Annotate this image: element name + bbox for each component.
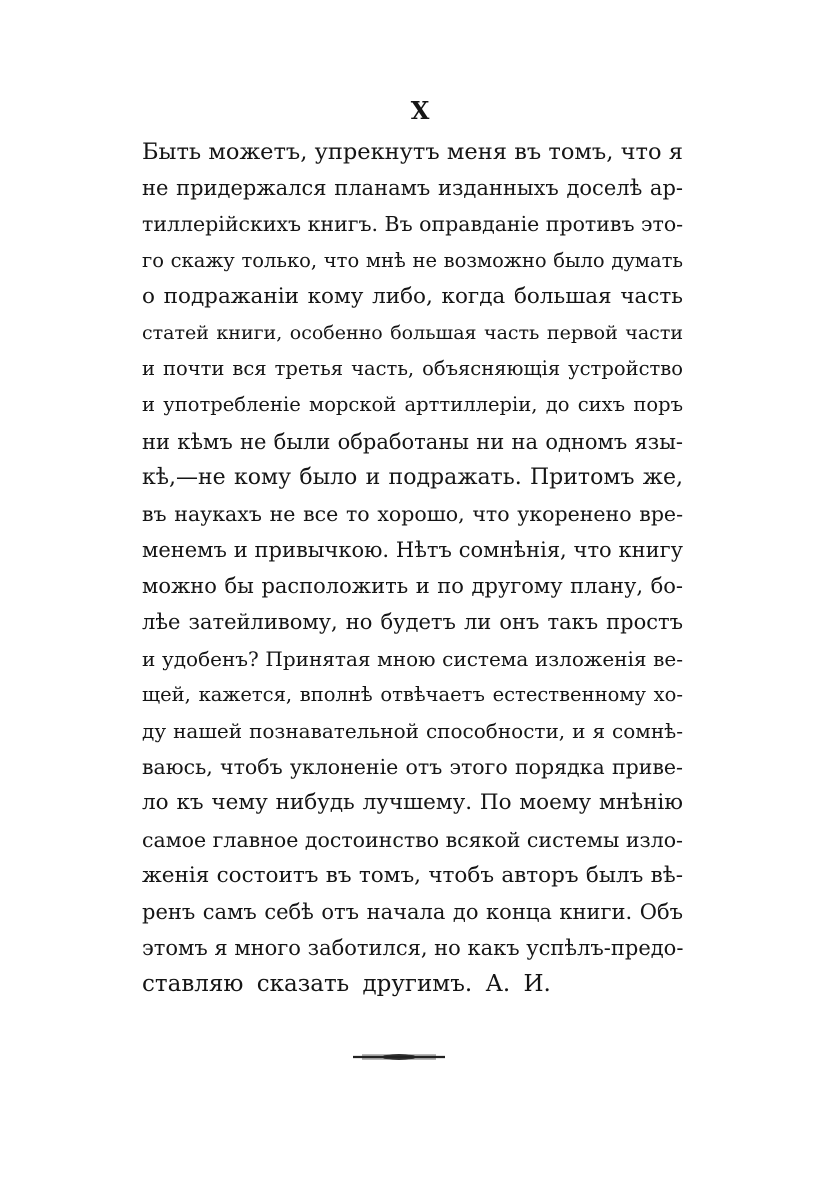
text-line: ло къ чему нибудь лучшему. По моему мнѣнію xyxy=(142,790,683,816)
text-line: ни кѣмъ не были обработаны ни на одномъ язы- xyxy=(142,429,683,454)
text-line: этомъ я много заботился, но какъ успѣлъ-предо- xyxy=(142,936,683,961)
text-line: кѣ,—не кому было и подражать. Притомъ же, xyxy=(142,464,683,490)
text-line: статей книги, особенно большая часть первой части xyxy=(142,321,683,344)
text-line: тиллерійскихъ книгъ. Въ оправданіе противъ это- xyxy=(142,212,683,237)
text-line: не придержался планамъ изданныхъ доселѣ ар- xyxy=(142,176,683,201)
text-line: ставляю сказать другимъ. А. И. xyxy=(142,971,551,998)
text-line: го скажу только, что мнѣ не возможно было думать xyxy=(142,248,683,272)
ornament-divider-icon xyxy=(352,1052,446,1062)
text-line: самое главное достоинство всякой системы изло- xyxy=(142,827,683,852)
text-line: Быть можетъ, упрекнутъ меня въ томъ, что я xyxy=(142,139,683,165)
text-line: можно бы расположить и по другому плану, бо- xyxy=(142,574,683,599)
text-line: и удобенъ? Принятая мною система изложенія ве- xyxy=(142,646,683,671)
text-line: и употребленіе морской арттиллеріи, до сихъ поръ xyxy=(142,393,683,417)
text-line: лѣе затейливому, но будетъ ли онъ такъ простъ xyxy=(142,610,683,635)
text-line: о подражаніи кому либо, когда большая часть xyxy=(142,283,683,309)
text-line: и почти вся третья часть, объясняющія устройство xyxy=(142,357,683,381)
text-line: въ наукахъ не все то хорошо, что укоренено вре- xyxy=(142,501,683,526)
text-line: женія состоитъ въ томъ, чтобъ авторъ былъ вѣ- xyxy=(142,862,683,888)
page-number: X xyxy=(410,96,430,125)
text-line: щей, кажется, вполнѣ отвѣчаетъ естественному хо- xyxy=(142,682,683,706)
text-line: менемъ и привычкою. Нѣтъ сомнѣнія, что книгу xyxy=(142,538,683,563)
body-text xyxy=(142,134,683,1003)
text-line: ренъ самъ себѣ отъ начала до конца книги. Объ xyxy=(142,899,683,924)
text-line: ваюсь, чтобъ уклоненіе отъ этого порядка приве- xyxy=(142,755,683,780)
text-line: ду нашей познавательной способности, и я сомнѣ- xyxy=(142,719,683,743)
